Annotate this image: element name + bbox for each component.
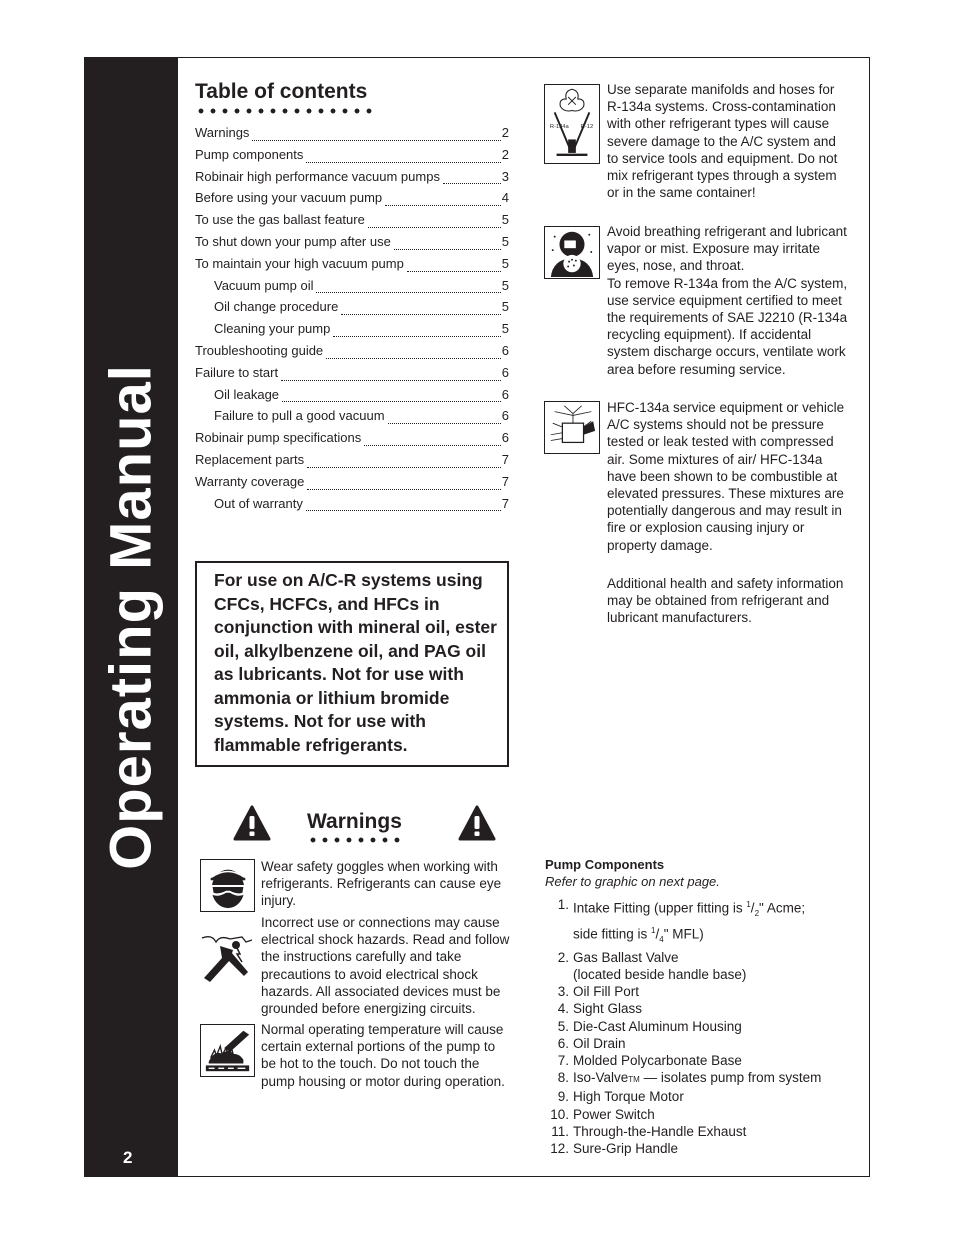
intake-text: " Acme; bbox=[759, 900, 806, 916]
toc-leader-dots bbox=[385, 189, 501, 206]
vapor-inhalation-icon bbox=[544, 226, 600, 279]
pump-component-number bbox=[545, 966, 569, 983]
pump-component-item bbox=[545, 983, 821, 1000]
toc-entry-title: Oil leakage bbox=[214, 386, 280, 402]
toc-entry-title: Before using your vacuum pump bbox=[195, 190, 383, 206]
intake-text: side fitting is bbox=[573, 926, 652, 942]
toc-entry[interactable] bbox=[195, 189, 509, 211]
toc-entry-page: 5 bbox=[501, 321, 509, 337]
toc-entry-title: Failure to pull a good vacuum bbox=[214, 408, 385, 424]
toc-leader-dots bbox=[306, 146, 500, 163]
toc-entry-page: 3 bbox=[501, 168, 509, 184]
pump-component-item bbox=[545, 896, 821, 949]
warning-triangle-icon bbox=[233, 805, 271, 841]
pump-component-number: 1. bbox=[557, 897, 569, 912]
pump-component-item bbox=[545, 1000, 821, 1017]
toc-leader-dots bbox=[316, 277, 500, 294]
toc-entry-page: 5 bbox=[501, 255, 509, 271]
toc-entry[interactable] bbox=[195, 429, 509, 451]
pump-component-number: 12. bbox=[550, 1141, 569, 1157]
toc-leader-dots bbox=[281, 364, 501, 381]
toc-entry-page: 6 bbox=[501, 430, 509, 446]
toc-entry[interactable] bbox=[195, 320, 509, 342]
toc-entry[interactable] bbox=[195, 473, 509, 495]
iso-valve-name: Iso-Valve bbox=[573, 1070, 629, 1086]
toc-leader-dots bbox=[394, 233, 501, 250]
pump-component-item bbox=[545, 1106, 821, 1123]
warning-triangle-icon bbox=[458, 805, 496, 841]
intake-text: Intake Fitting (upper fitting is bbox=[573, 900, 747, 916]
iso-valve-desc: — isolates pump from system bbox=[639, 1070, 822, 1086]
pump-component-number: 8. bbox=[557, 1070, 569, 1086]
toc-title: Table of contents bbox=[195, 80, 368, 103]
toc-entry-title: Robinair high performance vacuum pumps bbox=[195, 168, 440, 184]
toc-entry-title: Warranty coverage bbox=[195, 473, 305, 489]
toc-leader-dots bbox=[443, 168, 501, 185]
toc-entry-page: 6 bbox=[501, 386, 509, 402]
toc-entry-page: 6 bbox=[501, 408, 509, 424]
toc-entry-title: Troubleshooting guide bbox=[195, 342, 324, 358]
hot-surface-warning-text: Normal operating temperature will cause certain external portions of the pump to be hot to the touch. Do not touch the pump housing or motor during operation. bbox=[261, 1022, 505, 1089]
toc-leader-dots bbox=[326, 342, 501, 359]
usage-notice: For use on A/C-R systems using CFCs, HCFCs, and HFCs in conjunction with mineral oil, ester oil, alkylbenzene oil, and PAG oil as lubricants. Not for use with ammonia or lithium bromide systems. Not for use with flammable refrigerants. bbox=[195, 561, 509, 767]
toc-entry[interactable] bbox=[195, 451, 509, 473]
toc-entry[interactable] bbox=[195, 146, 509, 168]
pump-components-list bbox=[545, 896, 821, 1157]
manifold-icon-label: R-12 bbox=[580, 123, 594, 130]
compressed-air-icon bbox=[544, 401, 600, 454]
pump-component-number: 11. bbox=[551, 1123, 569, 1139]
shock-warning-text: Incorrect use or connections may cause electrical shock hazards. Read and follow the instructions carefully and take precautions to avoid electrical shock hazards. All associated devices must be grounded before energizing circuits. bbox=[261, 915, 510, 1017]
warnings-title-dots bbox=[307, 837, 403, 843]
toc-entry-page: 5 bbox=[501, 299, 509, 315]
pump-component-number: 10. bbox=[550, 1106, 569, 1122]
trademark-mark: TM bbox=[628, 1075, 640, 1085]
toc-entry-title: Failure to start bbox=[195, 364, 279, 380]
toc-entry-page: 2 bbox=[501, 125, 509, 140]
toc-leader-dots bbox=[307, 473, 500, 490]
pump-component-label: Molded Polycarbonate Base bbox=[573, 1053, 742, 1068]
pump-components-subtitle: Refer to graphic on next page. bbox=[545, 874, 720, 889]
pump-component-label: Oil Drain bbox=[573, 1035, 626, 1051]
toc-entry-page: 5 bbox=[501, 277, 509, 293]
toc-leader-dots bbox=[252, 124, 500, 141]
toc-title-dots bbox=[195, 108, 375, 114]
pump-component-label: Gas Ballast Valve bbox=[573, 949, 679, 965]
pump-component-number: 2. bbox=[557, 949, 569, 965]
toc-leader-dots bbox=[364, 429, 501, 446]
pump-component-number: 7. bbox=[557, 1053, 569, 1068]
pump-component-item bbox=[545, 1035, 821, 1052]
pump-component-number: 4. bbox=[557, 1001, 569, 1017]
pump-component-item bbox=[545, 1052, 821, 1069]
toc-leader-dots bbox=[407, 255, 501, 272]
toc-entry[interactable] bbox=[195, 386, 509, 408]
electric-shock-icon bbox=[200, 932, 255, 987]
manifold-icon-label: R-134a bbox=[549, 123, 569, 130]
toc-entry-title: Oil change procedure bbox=[214, 299, 339, 315]
toc-entry[interactable] bbox=[195, 211, 509, 233]
toc-entry[interactable] bbox=[195, 298, 509, 320]
pump-component-label: High Torque Motor bbox=[573, 1089, 684, 1105]
fraction-denominator: 2 bbox=[754, 909, 760, 919]
toc-entry-title: To maintain your high vacuum pump bbox=[195, 255, 404, 271]
toc-entry[interactable] bbox=[195, 495, 509, 517]
pump-component-label: Sure-Grip Handle bbox=[573, 1141, 679, 1157]
page-number: 2 bbox=[123, 1148, 133, 1167]
additional-info-text: Additional health and safety information may be obtained from refrigerant and lubricant manufacturers. bbox=[607, 576, 844, 626]
pump-component-item bbox=[545, 1123, 821, 1140]
vapor-warning-text bbox=[607, 223, 849, 378]
pump-component-number: 6. bbox=[557, 1035, 569, 1051]
fraction-numerator: 1 bbox=[746, 900, 751, 909]
toc-entry-title: Robinair pump specifications bbox=[195, 430, 362, 446]
pump-component-label: Intake Fitting (upper fitting is $^1/_2$" Acme; side fitting is $^1/_4$" MFL) bbox=[573, 900, 806, 945]
pump-components-title: Pump Components bbox=[545, 857, 665, 872]
toc-entry[interactable] bbox=[195, 168, 509, 190]
toc-entry-page: 6 bbox=[501, 364, 509, 380]
pump-component-item bbox=[545, 966, 821, 983]
pump-component-label: Sight Glass bbox=[573, 1001, 643, 1017]
toc-entry-title: Vacuum pump oil bbox=[214, 277, 314, 293]
warnings-title: Warnings bbox=[307, 810, 402, 833]
pump-component-item bbox=[545, 1140, 821, 1157]
pump-component-item bbox=[545, 1088, 821, 1105]
pump-component-item bbox=[545, 949, 821, 966]
pump-component-label: Power Switch bbox=[573, 1106, 655, 1122]
intake-text: " MFL) bbox=[663, 926, 704, 942]
toc-entry-page: 5 bbox=[501, 233, 509, 249]
toc-entry-title: Replacement parts bbox=[195, 451, 305, 467]
pump-component-label bbox=[573, 1069, 821, 1088]
toc-entry[interactable] bbox=[195, 255, 509, 277]
fraction-numerator: 1 bbox=[651, 926, 656, 936]
separate-manifolds-icon bbox=[544, 84, 600, 164]
toc-leader-dots bbox=[341, 298, 500, 315]
toc-entry-page: 7 bbox=[501, 473, 509, 489]
recycling-equipment-paragraph: To remove R-134a from the A/C system, use service equipment certified to meet the requirements of SAE J2210 (R-134a recycling equipment). If accidental system discharge occurs, ventilate work area before resuming service. bbox=[607, 275, 848, 377]
toc-leader-dots bbox=[388, 407, 501, 424]
pump-component-label: (located beside handle base) bbox=[573, 966, 747, 982]
toc-leader-dots bbox=[333, 320, 500, 337]
toc-entry-title: Cleaning your pump bbox=[214, 321, 331, 337]
toc-list bbox=[195, 124, 509, 516]
manual-title: Operating Manual bbox=[98, 364, 164, 870]
pump-component-number: 9. bbox=[557, 1089, 569, 1105]
hot-surface-icon bbox=[200, 1024, 255, 1077]
toc-entry[interactable] bbox=[195, 364, 509, 386]
toc-entry-title: To use the gas ballast feature bbox=[195, 212, 365, 228]
pump-component-item bbox=[545, 1018, 821, 1035]
toc-leader-dots bbox=[307, 451, 501, 468]
pump-component-label: Die-Cast Aluminum Housing bbox=[573, 1018, 742, 1034]
toc-leader-dots bbox=[368, 211, 501, 228]
toc-entry[interactable] bbox=[195, 407, 509, 429]
pump-component-label: Oil Fill Port bbox=[573, 984, 640, 1000]
vapor-warning-paragraph: Avoid breathing refrigerant and lubricant vapor or mist. Exposure may irritate eyes, nose, and throat. bbox=[607, 224, 847, 274]
toc-leader-dots bbox=[282, 386, 501, 403]
toc-entry[interactable] bbox=[195, 124, 509, 146]
fraction-denominator: 4 bbox=[659, 935, 664, 945]
toc-entry-page: 2 bbox=[501, 146, 509, 162]
toc-entry-page: 4 bbox=[501, 190, 509, 206]
safety-goggles-icon bbox=[200, 859, 255, 912]
goggles-warning-text: Wear safety goggles when working with refrigerants. Refrigerants can cause eye injury. bbox=[261, 859, 502, 909]
toc-entry-page: 7 bbox=[501, 495, 509, 511]
pump-component-number: 5. bbox=[557, 1018, 569, 1034]
toc-entry[interactable] bbox=[195, 342, 509, 364]
toc-entry[interactable] bbox=[195, 233, 509, 255]
pump-component-number: 3. bbox=[557, 984, 569, 1000]
toc-entry-title: Pump components bbox=[195, 146, 304, 162]
pump-component-item bbox=[545, 1069, 821, 1088]
toc-entry-title: To shut down your pump after use bbox=[195, 233, 391, 249]
compressed-air-warning-text: HFC-134a service equipment or vehicle A/C systems should not be pressure tested or leak tested with compressed air. Some mixtures of air/ HFC-134a have been shown to be combustible at elevated pressures. These mixtures are potentially dangerous and may result in fire or explosion causing injury or property damage. bbox=[607, 400, 845, 553]
toc-entry-page: 5 bbox=[501, 212, 509, 228]
toc-entry-title: Out of warranty bbox=[214, 495, 303, 511]
toc-entry-page: 7 bbox=[501, 451, 509, 467]
toc-entry-title: Warnings bbox=[195, 125, 250, 140]
toc-entry-page: 6 bbox=[501, 342, 509, 358]
manifold-warning-text: Use separate manifolds and hoses for R-134a systems. Cross-contamination with other refrigerant types will cause severe damage to the A/C system and to service tools and equipment. Do not mix refrigerant types through a system or in the same container! bbox=[607, 82, 838, 201]
pump-component-label: Through-the-Handle Exhaust bbox=[573, 1123, 747, 1139]
toc-entry[interactable] bbox=[195, 277, 509, 299]
toc-leader-dots bbox=[306, 495, 501, 512]
